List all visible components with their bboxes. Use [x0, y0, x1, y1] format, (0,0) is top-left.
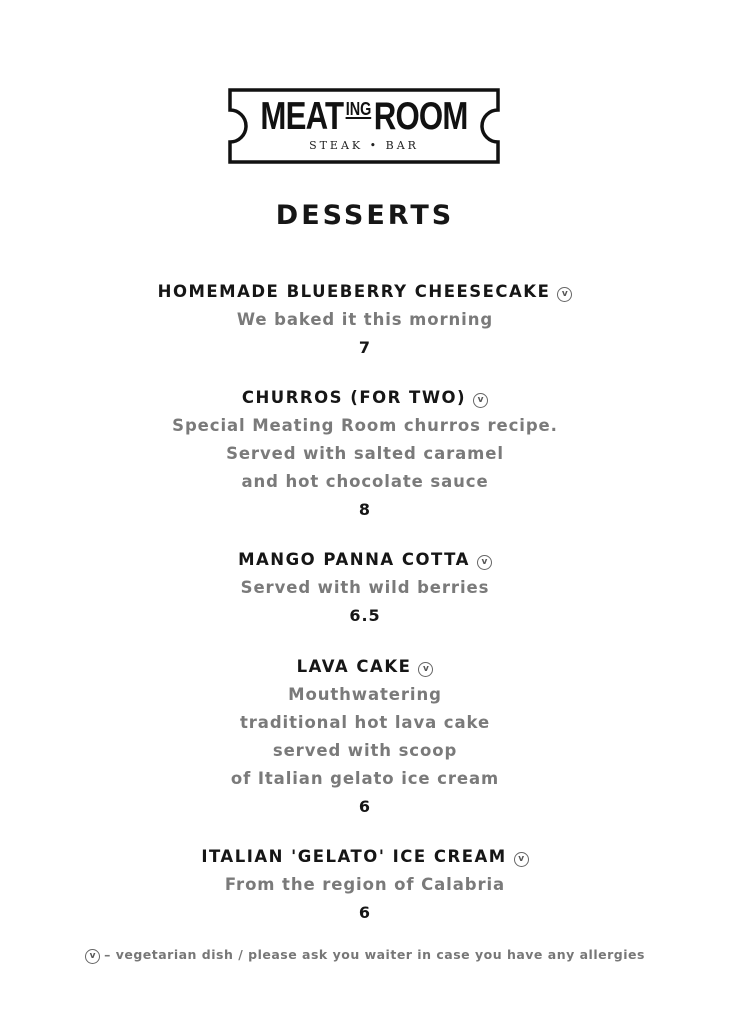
logo-wordmark: MEAT INGROOM [260, 95, 468, 138]
item-description: traditional hot lava cake [239, 713, 491, 732]
item-description: served with scoop [272, 741, 458, 760]
item-description: Served with salted caramel [226, 444, 504, 463]
item-name: ITALIAN 'GELATO' ICE CREAM v [0, 843, 730, 871]
item-name: MANGO PANNA COTTA v [0, 546, 730, 574]
item-description: We baked it this morning [236, 310, 494, 329]
item-price: 6.5 [349, 606, 381, 625]
footer-text: – vegetarian dish / please ask you waiter in case you have any allergies [104, 947, 645, 962]
restaurant-logo [228, 88, 500, 164]
vegetarian-icon: v [514, 852, 529, 867]
vegetarian-icon: v [477, 555, 492, 570]
footer-note [0, 947, 730, 964]
item-name: LAVA CAKE v [0, 653, 730, 681]
vegetarian-icon: v [557, 287, 572, 302]
item-price: 6 [358, 797, 372, 816]
item-description: From the region of Calabria [224, 875, 506, 894]
logo-tagline: STEAK • BAR [309, 139, 419, 152]
item-description: Special Meating Room churros recipe. [172, 416, 558, 435]
menu-item [0, 843, 730, 927]
item-description: of Italian gelato ice cream [230, 769, 500, 788]
section-title: DESSERTS [275, 200, 455, 231]
menu-item [0, 546, 730, 630]
vegetarian-icon: v [473, 393, 488, 408]
item-description: and hot chocolate sauce [241, 472, 489, 491]
item-name: CHURROS (FOR TWO) v [0, 384, 730, 412]
vegetarian-icon: v [418, 662, 433, 677]
vegetarian-icon: v [85, 949, 100, 964]
item-name: HOMEMADE BLUEBERRY CHEESECAKE v [0, 278, 730, 306]
item-description: Served with wild berries [240, 578, 490, 597]
menu-item [0, 278, 730, 362]
item-description: Mouthwatering [288, 685, 442, 704]
item-price: 8 [358, 500, 372, 519]
menu-item [0, 653, 730, 821]
menu-item [0, 384, 730, 524]
item-price: 7 [358, 338, 372, 357]
item-price: 6 [358, 903, 372, 922]
